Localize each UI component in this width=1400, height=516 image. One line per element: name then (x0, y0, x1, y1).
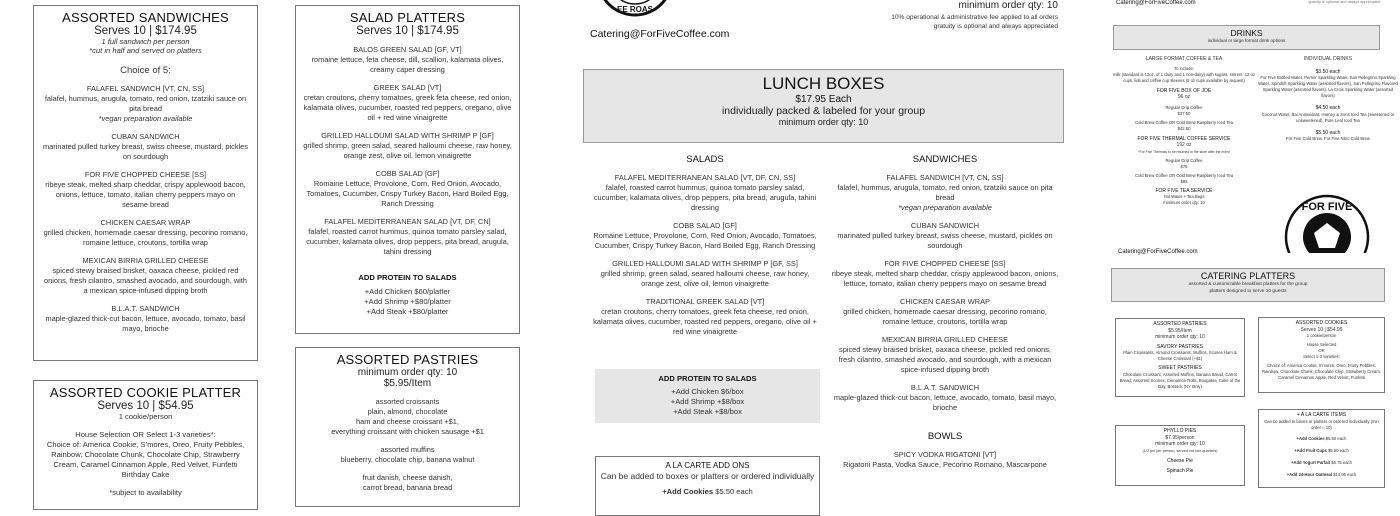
drink-price: $75 (1180, 163, 1188, 169)
gratuity-note: gratuity is optional and always appreciated (933, 23, 1058, 30)
drink-desc: For Five Bottled Water, Perrier Sparkling Water, San Pellegrino Sparkling Water, Spindrift Sparkling Water (assorted flavors), San Pellegrino Flavored Sparkling Water (assorted flavors), La Croix Sparkling Water (assorted flavors) (1258, 75, 1398, 98)
item-desc: plain, almond, chocolate (367, 407, 448, 416)
item-name: FALAFEL MEDITERRANEAN SALAD [VT, DF, CN, SS] (614, 173, 796, 182)
note: *cut in half and served on platters (89, 46, 202, 55)
menu-item (590, 221, 820, 251)
item-name: GRILLED HALLOUMI SALAD WITH SHRIMP P [GF] (321, 131, 494, 140)
item-extra: ham and cheese croissant +$1, (356, 417, 459, 426)
menu-item (830, 297, 1060, 327)
drink-title: FOR FIVE BOX OF JOE (1156, 87, 1212, 94)
menu-item (301, 217, 514, 257)
item-desc: falafel, roasted carrot hummus, quinoa tomato parsley salad, cucumber, kalamata olives, drop peppers, pita bread, arugula, tahini dressing (306, 227, 509, 256)
item-name: FOR FIVE CHOPPED CHEESE [SS] (84, 170, 207, 179)
lunch-boxes-header (583, 69, 1064, 143)
drink-item: Cold Brew Coffee OR Cold Brew Raspberry Iced Tea (1134, 119, 1234, 125)
protein-option: +Add Shrimp +$8/box (670, 397, 745, 406)
addon-name: +Add Fruit Cups (1294, 447, 1327, 453)
item-name: FOR FIVE CHOPPED CHEESE [SS] (884, 259, 1006, 268)
item-desc: falafel, roasted carrot hummus, quinoa tomato parsley salad, cucumber, kalamata olives, drop peppers, pita bread, arugula, tahini dressing (593, 183, 817, 212)
salad-platters-panel (295, 5, 520, 334)
min-order: minimum order qty: 10 (1155, 441, 1205, 447)
item-desc: grilled chicken, homemade caesar dressing, pecorino romano, romaine lettuce, croutons, tortilla wrap (43, 228, 248, 247)
item-name: SPICY VODKA RIGATONI [VT] (893, 450, 997, 459)
menu-item-list (296, 45, 519, 257)
sub-title: SWEET PASTRIES (1158, 365, 1202, 371)
protein-option: +Add Steak +$8/box (673, 407, 742, 416)
item-desc: falafel, hummus, arugula, tomato, red onion, tzatziki sauce on pita bread (837, 183, 1053, 202)
for-five-logo-right (1283, 193, 1371, 253)
item-name: FALAFEL SANDWICH [VT, CN, SS] (86, 84, 205, 93)
pie-item: Cheese Pie (1167, 457, 1193, 464)
choice-label: Choice of 5: (120, 65, 171, 76)
menu-item (590, 259, 820, 289)
sandwiches-heading: SANDWICHES (912, 154, 978, 165)
availability-note: *subject to availability (109, 488, 182, 497)
assorted-pastries-panel (295, 347, 520, 507)
item-name: CHICKEN CAESAR WRAP (900, 297, 990, 306)
catering-alacarte-box (1258, 409, 1385, 488)
item-desc: cretan croutons, cherry tomatoes, greek feta cheese, red onion, kalamata olives, cucumber, roasted red peppers, oregano, olive oil + red wine vinaigrette (303, 93, 512, 122)
panel-price: Serves 10 | $174.95 (94, 25, 197, 37)
individual-drinks (1258, 56, 1398, 142)
panel-title: ASSORTED PASTRIES (336, 352, 479, 367)
item-desc: grilled shrimp, green salad, seared halloumi cheese, raw honey, orange zest, olive oil, lemon vinaigrette (303, 141, 512, 160)
select-label: Select 1-3 varieties: (1303, 354, 1340, 359)
catering-pastries-box (1115, 318, 1245, 397)
item-name: assorted muffins (380, 445, 435, 454)
item-desc: romaine lettuce, feta cheese, dill, scallion, kalamata olives, creamy caper dressing (311, 55, 504, 74)
protein-options (596, 387, 819, 417)
menu-item (42, 170, 249, 210)
item-desc: ribeye steak, melted sharp cheddar, crispy applewood bacon, onions, lettuce, tomato, italian cherry peppers mayo on sesame bread (831, 269, 1059, 288)
fee-note: 10% operational & administrative fee applied to all orders (891, 14, 1058, 21)
item-name: COBB SALAD [GF] (673, 221, 737, 230)
item-note: *vegan preparation available (98, 114, 193, 123)
item-desc: spiced stewy braised brisket, oaxaca cheese, pickled red onions, fresh cilantro, smashed avocado, and sourdough, with a mexican spice-infused dipping broth (838, 345, 1052, 374)
drink-price: $4.50 each (1315, 105, 1341, 111)
menu-item (301, 131, 514, 161)
alacarte-title: A LA CARTE ADD ONS (665, 461, 750, 470)
drink-price: $3.50 each (1315, 68, 1341, 75)
box-title: PHYLLO PIES (1163, 428, 1197, 434)
item-desc: marinated pulled turkey breast, swiss cheese, mustard, pickles on sourdough (43, 142, 248, 161)
menu-item (301, 45, 514, 75)
selection: House Selection OR Select 1-3 varieties*: (75, 430, 216, 439)
menu-item (42, 84, 249, 124)
menu-item-list (590, 173, 820, 337)
box-price: $5.95/Item (1168, 327, 1192, 334)
menu-item (830, 383, 1060, 413)
drink-title: FOR FIVE TEA SERVICE (1155, 187, 1213, 194)
item-name: MEXICAN BIRRIA GRILLED CHEESE (881, 335, 1009, 344)
column-title: INDIVIDUAL DRINKS (1303, 56, 1353, 62)
menu-item (830, 450, 1060, 470)
panel-title: SALAD PLATTERS (349, 10, 466, 25)
protein-option: +Add Chicken $6/box (671, 387, 744, 396)
alacarte-sub: Can be added to boxes or platters or ordered individually (600, 471, 815, 481)
bowls-heading: BOWLS (927, 431, 963, 442)
include-label: To include: (1173, 65, 1195, 71)
protein-option: +Add Chicken $60/platter (364, 287, 451, 296)
addon-name: +Add Cookies (662, 487, 714, 496)
a-la-carte-box (595, 456, 820, 516)
item-desc: blueberry, chocolate chip, banana walnut (340, 455, 475, 464)
addon-name: +Add 24-Hour Oatmeal (1286, 471, 1333, 477)
protein-title: ADD PROTEIN TO SALADS (358, 273, 457, 282)
menu-item (590, 297, 820, 337)
lunch-protein-box (595, 369, 820, 423)
section-sub: assorted & customizable breakfast platters for the group (1188, 282, 1308, 287)
item-name: TRADITIONAL GREEK SALAD [VT] (645, 297, 765, 306)
lunch-price: $17.95 Each (795, 94, 852, 105)
panel-title: ASSORTED COOKIE PLATTER (49, 385, 242, 400)
item-name: BALOS GREEN SALAD [GF, VT] (353, 45, 462, 54)
per-person: 1 cookie/person (118, 412, 173, 421)
drinks-header (1113, 25, 1380, 50)
protein-option: +Add Shrimp +$80/platter (364, 297, 451, 306)
phyllo-pies-box (1115, 425, 1245, 486)
item-name: CHICKEN CAESAR WRAP (100, 218, 191, 227)
drink-item: Cold Brew Coffee OR Cold Brew Raspberry Iced Tea (1134, 172, 1234, 178)
catering-email[interactable]: Catering@ForFiveCoffee.com (590, 28, 730, 40)
column-title: LARGE FORMAT COFFEE & TEA (1145, 56, 1223, 62)
item-name: B.L.A.T. SANDWICH (111, 304, 180, 313)
catering-email-bottom[interactable]: Catering@ForFiveCoffee.com (1118, 249, 1198, 255)
item-name: GREEK SALAD [VT] (373, 83, 442, 92)
menu-item (830, 221, 1060, 251)
per-person: 1 cookie/person (1306, 333, 1337, 338)
addon-name: +Add Cookies (1296, 435, 1325, 441)
lunch-desc: individually packed & labeled for your group (721, 105, 926, 117)
drink-desc: Hot Water + Tea Bags (1163, 194, 1205, 199)
box-title: + A LA CARTE ITEMS (1296, 412, 1347, 418)
choices: Choice of: America Cookie, S'mores, Oreo, Fruity Pebbles, Rainbow, Chocolate Chunk, Chocolate Chip, Strawberry Cream, Caramel Cinnamon Apple, Red Velvet, Funfetti (1262, 363, 1381, 380)
catering-cookies-box (1258, 317, 1385, 393)
item-desc: marinated pulled turkey breast, swiss cheese, mustard, pickles on sourdough (837, 231, 1053, 250)
item-name: COBB SALAD [GF] (375, 169, 440, 178)
section-sub: individual or large format drink options (1207, 38, 1286, 43)
drink-price: $5.50 each (1315, 129, 1341, 136)
item-name: MEXICAN BIRRIA GRILLED CHEESE (82, 256, 209, 265)
item-name: assorted croissants (375, 397, 440, 406)
item-name: GRILLED HALLOUMI SALAD WITH SHRIMP P [GF, SS] (612, 259, 798, 268)
menu-item (590, 173, 820, 213)
header-min-order: minimum order qty: 10 (958, 0, 1058, 11)
drink-desc: Coconut Water, Bai Antioxidant, Harney & Sons Iced Tea (sweetened or unsweetened), Pure Leaf Iced Tea (1261, 111, 1395, 123)
item-extra: everything croissant with chicken sausage +$1 (331, 427, 484, 436)
box-title: ASSORTED COOKIES (1295, 320, 1348, 326)
menu-item (830, 259, 1060, 289)
item-desc: carrot bread, banana bread (362, 483, 453, 492)
item-name: CUBAN SANDWICH (910, 221, 980, 230)
section-title: DRINKS (1230, 28, 1263, 38)
section-title: LUNCH BOXES (762, 74, 885, 93)
menu-item-list (830, 450, 1060, 470)
assorted-sandwiches-panel (33, 5, 258, 361)
panel-price: $5.95/Item (383, 378, 432, 389)
drink-min: minimum order qty: 10 (1163, 200, 1205, 205)
catering-email-top[interactable]: Catering@ForFiveCoffee.com (1116, 0, 1196, 6)
item-desc: maple-glazed thick-cut bacon, lettuce, avocado, tomato, basil mayo, brioche (45, 314, 246, 333)
drink-title: FOR FIVE THERMAL COFFEE SERVICE (1137, 135, 1231, 142)
item-desc: spiced stewy braised brisket, oaxaca cheese, pickled red onions, fresh cilantro, smashed avocado, and sourdough, with a mexican spice-infused dipping broth (44, 266, 247, 295)
panel-price: Serves 10 | $174.95 (356, 25, 459, 37)
menu-item-list (34, 84, 257, 334)
item-name: FALAFEL MEDITERRANEAN SALAD [VT, DF, CN] (324, 217, 491, 226)
drink-note: *For Five Thermals to be returned to the store after the event (1138, 149, 1230, 154)
menu-item (830, 335, 1060, 375)
item-note: *vegan preparation available (898, 203, 992, 212)
min-order: minimum order qty: 10 (357, 367, 458, 378)
box-price: Serves 10 | $54.95 (1300, 326, 1343, 333)
menu-item (301, 83, 514, 123)
drink-item: Regular Drip Coffee (1165, 104, 1203, 110)
item-desc: Rigatoni Pasta, Vodka Sauce, Pecorino Romano, Mascarpone (843, 460, 1047, 469)
menu-item (42, 304, 249, 334)
menu-item (830, 173, 1060, 213)
or-label: OR (1318, 348, 1325, 353)
item-desc: ribeye steak, melted sharp cheddar, crispy applewood bacon, onions, lettuce, tomato, italian cherry peppers mayo on sesame bread (45, 180, 246, 209)
drink-price: $37.50 (1177, 110, 1191, 116)
protein-option: +Add Steak +$80/platter (366, 307, 449, 316)
section-sub: platters designed to serve 10 guests (1209, 289, 1287, 294)
drink-desc: For Five Cold Brew, For Five Nitro Cold Brew (1286, 136, 1370, 141)
drink-size: 96 oz (1177, 94, 1191, 100)
item-desc: falafel, hummus, arugula, tomato, red onion, tzatziki sauce on pita bread (44, 94, 247, 113)
gratuity-note-top: gratuity is optional and always appreciated (1308, 0, 1380, 4)
drink-price: $42.50 (1177, 125, 1191, 131)
catering-platters-header (1111, 268, 1385, 302)
menu-item (42, 218, 249, 248)
addon-price: $5.50 each (1328, 447, 1349, 453)
menu-item-list (830, 173, 1060, 413)
item-desc: cretan croutons, cherry tomatoes, greek feta cheese, red onion, kalamata olives, cucumber, roasted red peppers, oregano, olive oil + red wine vinaigrette (593, 307, 817, 336)
menu-item (42, 256, 249, 296)
addon-price: $5.50 each (1325, 435, 1347, 441)
item-desc: Romaine Lettuce, Provolone, Corn, Red Onion, Avocado, Tomatoes, Cucumber, Crispy Turkey Bacon, Hard Boiled Egg, Ranch Dressing (593, 231, 817, 250)
addon-price: $5.50 each (715, 487, 753, 496)
cookie-platter-panel (33, 380, 258, 510)
svg-text:EE ROAS: EE ROAS (616, 5, 654, 14)
addon-price: $14.95 each (1333, 471, 1357, 477)
pie-item: Spinach Pie (1166, 468, 1194, 474)
logo-text: FOR FIVE (1301, 201, 1353, 213)
salads-heading: SALADS (686, 154, 724, 165)
box-sub: Can be added to boxes or platters or ordered individually (min order = 10) (1264, 418, 1379, 430)
item-name: fruit danish, cheese danish, (362, 473, 453, 482)
menu-item (301, 169, 514, 209)
drink-price: $85 (1180, 178, 1188, 184)
sub-desc: Plain Croissants, Almond Croissants, Muffins, Scones Ham & Cheese Croissant (+$1) (1123, 350, 1237, 361)
large-format-drinks (1113, 56, 1255, 206)
addon-name: +Add Yogurt Parfait (1291, 459, 1331, 465)
note: (1/2 pie per person, served cut into quarters) (1142, 448, 1218, 453)
include-desc: milk (standard is 12oz. of 1 dairy and 1 non-dairy) with sugars, stirrers, 12 oz cups, lids and coffee cup sleeves (8 oz cups available by request) (1113, 71, 1255, 83)
panel-title: ASSORTED SANDWICHES (62, 10, 229, 25)
protein-title: ADD PROTEIN TO SALADS (658, 374, 757, 383)
box-title: ASSORTED PASTRIES (1153, 321, 1207, 327)
protein-options (296, 287, 519, 317)
item-desc: Romaine Lettuce, Provolone, Corn, Red Onion, Avocado, Tomatoes, Cucumber, Crispy Turkey Bacon, Hard Boiled Egg, Ranch Dressing (306, 179, 509, 208)
choices: Choice of: America Cookie, S'mores, Oreo, Fruity Pebbles, Rainbow, Chocolate Chunk, Chocolate Chip, Strawberry Cream, Caramel Cinnamon Apple, Red Velvet, Funfetti Birthday Cake (46, 440, 245, 479)
for-five-logo (595, 0, 675, 18)
house-selected: House Selected (1306, 342, 1337, 347)
item-name: CUBAN SANDWICH (111, 132, 180, 141)
sub-title: SAVORY PASTRIES (1156, 343, 1204, 350)
min-order: minimum order qty: 10 (778, 117, 869, 127)
item-desc: grilled chicken, homemade caesar dressing, pecorino romano, romaine lettuce, croutons, tortilla wrap (843, 307, 1047, 326)
min-order: minimum order qty: 10 (1155, 334, 1205, 340)
item-desc: maple-glazed thick-cut bacon, lettuce, avocado, tomato, basil mayo, brioche (833, 393, 1057, 412)
drink-item: Regular Drip Coffee (1165, 157, 1203, 163)
panel-price: Serves 10 | $54.95 (97, 400, 194, 412)
menu-item (42, 132, 249, 162)
item-name: B.L.A.T. SANDWICH (910, 383, 980, 392)
box-price: $7.95/person (1165, 434, 1195, 441)
addon-price: $6.75 each (1331, 459, 1352, 465)
section-title: CATERING PLATTERS (1200, 271, 1296, 281)
item-desc: grilled shrimp, green salad, seared halloumi cheese, raw honey, orange zest, olive oil, lemon vinaigrette (600, 269, 810, 288)
note: 1 full sandwich per person (101, 37, 190, 46)
drink-size: 192 oz (1176, 142, 1192, 148)
sub-desc: Chocolate Croissant, Assorted Muffins, Banana Bread, Carrot Bread, Assorted Scones, Cinnamon Rolls, Bougatsa, Cake of the Day, Bostock (NY Only) (1119, 371, 1241, 389)
item-name: FALAFEL SANDWICH [VT, CN, SS] (886, 173, 1004, 182)
